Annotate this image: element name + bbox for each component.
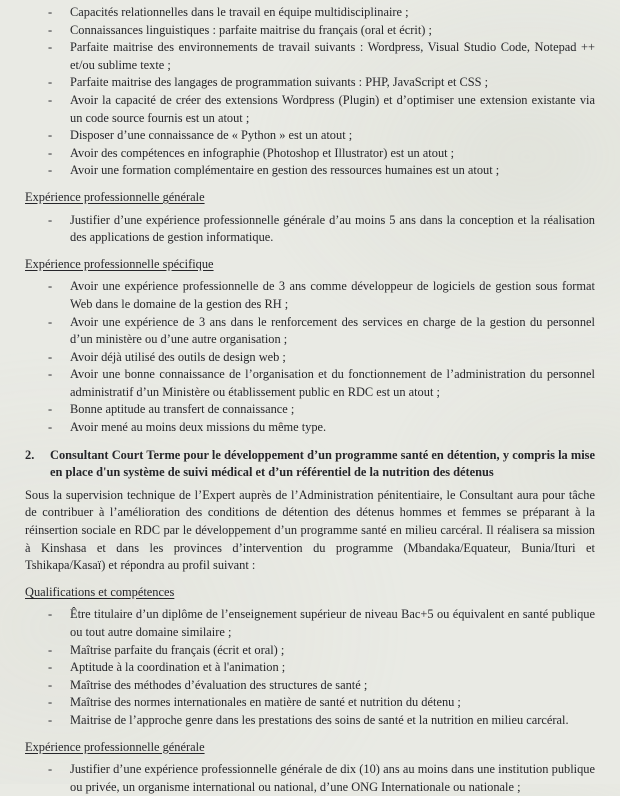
qualifications-list-continued [25,4,595,180]
qualifications-list [25,606,595,729]
bullet-dash: - [48,128,53,143]
bullet-dash: - [48,695,53,710]
list-item [25,606,595,641]
list-item-text: Avoir mené au moins deux missions du même type. [70,420,327,435]
list-item-text: Avoir une bonne connaissance de l’organisation et du fonctionnement de l’administration du personnel administratif d’un Ministère ou établissement public en RDC est un atout ; [70,367,595,399]
list-item-text: Avoir une formation complémentaire en gestion des ressources humaines est un atout ; [70,163,500,178]
bullet-dash: - [48,92,53,107]
list-item [25,145,595,163]
bullet-dash: - [48,349,53,364]
list-item-text: Avoir déjà utilisé des outils de design web ; [70,349,286,364]
bullet-dash: - [48,762,53,777]
section-heading-qualifications [25,584,595,602]
bullet-dash: - [48,279,53,294]
list-item [25,401,595,419]
section-heading-experience-generale-2 [25,739,595,757]
bullet-dash: - [48,5,53,19]
bullet-dash: - [48,712,53,727]
list-item [25,212,595,247]
list-item [25,677,595,695]
list-item-text: Capacités relationnelles dans le travail en équipe multidisciplinaire ; [70,5,409,19]
heading-text: Qualifications et compétences [25,584,175,599]
list-item-text: Connaissances linguistiques : parfaite maitrise du français (oral et écrit) ; [70,22,432,37]
section-heading-experience-specifique [25,256,595,274]
list-item-text: Avoir la capacité de créer des extensions Wordpress (Plugin) et d’optimiser une extension existante via un code source fournis est un atout ; [70,92,595,125]
list-item [25,349,595,367]
bullet-dash: - [48,314,53,329]
bullet-dash: - [48,642,53,657]
list-item-text: Justifier d’une expérience professionnelle générale d’au moins 5 ans dans la conception et la réalisation des applications de gestion informatique. [70,212,595,245]
bullet-dash: - [48,420,53,435]
list-item-text: Avoir des compétences en infographie (Photoshop et Illustrator) est un atout ; [70,145,455,160]
list-item [25,366,595,401]
list-item [25,74,595,92]
list-item-text: Avoir une expérience de 3 ans dans le renforcement des services en charge de la gestion du personnel d’un ministère ou d’une autre organisation ; [70,314,595,347]
list-item [25,278,595,313]
list-item [25,22,595,40]
bullet-dash: - [48,75,53,90]
list-item-text: Avoir une expérience professionnelle de 3 ans comme développeur de logiciels de gestion sous format Web dans le domaine de la gestion des RH ; [70,279,595,311]
list-item [25,92,595,127]
bullet-dash: - [48,163,53,178]
list-item-text: Justifier d’une expérience professionnelle générale de dix (10) ans au moins dans une institution publique ou privée, un organisme international ou national, d’une ONG Internationale ou nationale ; [70,762,595,794]
list-item [25,659,595,677]
list-item [25,39,595,74]
list-item-text: Disposer d’une connaissance de « Python » est un atout ; [70,128,353,143]
bullet-dash: - [48,145,53,160]
list-item-text: Maîtrise des normes internationales en matière de santé et nutrition du détenu ; [70,695,461,710]
list-item [25,162,595,180]
list-item [25,127,595,145]
list-item-text: Être titulaire d’un diplôme de l’enseignement supérieur de niveau Bac+5 ou équivalent en santé publique ou tout autre domaine similaire ; [70,607,595,639]
list-item [25,419,595,437]
list-item-text: Parfaite maitrise des langages de programmation suivants : PHP, JavaScript et CSS ; [70,75,489,90]
bullet-dash: - [48,22,53,37]
list-item-text: Maîtrise des méthodes d’évaluation des structures de santé ; [70,677,368,692]
bullet-dash: - [48,660,53,675]
bullet-dash: - [48,367,53,382]
experience-generale-1-list [25,212,595,247]
experience-generale-2-list [25,761,595,796]
heading-text: Expérience professionnelle générale [25,189,205,204]
list-item [25,314,595,349]
section-heading-experience-generale-1 [25,189,595,207]
section-2-paragraph: Sous la supervision technique de l’Expert auprès de l’Administration pénitentiaire, le Consultant aura pour tâche de contribuer à l’amélioration des conditions de détention des détenus hommes et femmes se préparant à la réinsertion sociale en RDC par le développement d’un programme santé en milieu carcéral. Il réalisera sa mission à Kinshasa et dans les provinces d’intervention du programme (Mbandaka/Equateur, Bunia/Ituri et Tshikapa/Kasaï) et répondra au profil suivant : [25,487,595,573]
list-item [25,694,595,712]
section-title: Consultant Court Terme pour le développement d’un programme santé en détention, y compris la mise en place d'un système de suivi médical et d’un référentiel de la nutrition des détenus [50,447,595,480]
list-item [25,761,595,796]
section-number: 2. [25,447,35,462]
list-item-text: Bonne aptitude au transfert de connaissance ; [70,402,295,417]
list-item [25,642,595,660]
experience-specifique-list [25,278,595,436]
heading-text: Expérience professionnelle spécifique [25,256,214,271]
section-2-heading [25,447,595,482]
bullet-dash: - [48,212,53,227]
list-item-text: Maitrise de l’approche genre dans les prestations des soins de santé et la nutrition en milieu carcéral. [70,712,569,727]
list-item [25,4,595,22]
bullet-dash: - [48,677,53,692]
heading-text: Expérience professionnelle générale [25,739,205,754]
bullet-dash: - [48,607,53,622]
list-item [25,712,595,730]
bullet-dash: - [48,40,53,55]
list-item-text: Parfaite maitrise des environnements de travail suivants : Wordpress, Visual Studio Code, Notepad ++ et/ou sublime texte ; [70,40,595,72]
list-item-text: Maîtrise parfaite du français (écrit et oral) ; [70,642,285,657]
bullet-dash: - [48,402,53,417]
list-item-text: Aptitude à la coordination et à l'animation ; [70,660,286,675]
